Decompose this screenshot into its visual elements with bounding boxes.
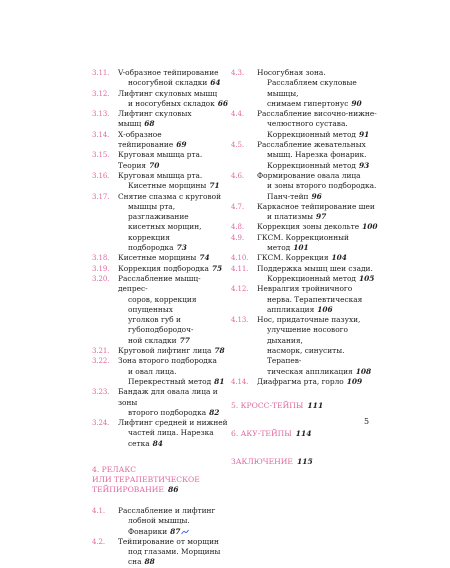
entry-title-line	[257, 233, 381, 243]
entry-title-text: уголков губ и губоподбородоч-	[128, 315, 194, 335]
toc-entry[interactable]	[231, 202, 381, 223]
entry-title-text: Панч-тейп	[267, 191, 309, 201]
section-title-text: 5. КРОСС-ТЕЙПЫ	[231, 401, 304, 411]
entry-number: 4.4.	[231, 110, 244, 119]
page-ref: 115	[296, 457, 313, 467]
page-ref: 87	[170, 526, 181, 536]
entry-number: 4.7.	[231, 202, 244, 211]
toc-entry[interactable]	[92, 387, 230, 418]
entry-title-text: Коррекционный метод	[267, 273, 356, 283]
entry-number: 3.23.	[92, 388, 110, 397]
entry-number: 4.8.	[231, 223, 244, 232]
entry-title-line	[257, 119, 381, 129]
entry-number: 4.2.	[92, 537, 105, 546]
page-ref: 86	[167, 484, 179, 494]
page-ref: 91	[358, 129, 370, 139]
entry-number: 3.20.	[92, 274, 110, 283]
entry-title-line	[257, 130, 381, 140]
toc-entry[interactable]	[92, 68, 230, 89]
page-ref: 101	[293, 243, 309, 253]
toc-entry[interactable]	[231, 233, 381, 254]
entry-number: 3.15.	[92, 151, 110, 160]
toc-entries-chapter3	[92, 68, 230, 449]
page-ref: 93	[358, 160, 370, 170]
entry-title-text: тическая аппликация	[267, 366, 353, 376]
entry-title-line	[257, 367, 381, 377]
entry-title-text: Зона второго подбородка	[118, 356, 217, 366]
toc-entry[interactable]	[92, 109, 230, 130]
entry-title-line	[118, 181, 230, 191]
entry-title-line	[257, 109, 381, 119]
toc-entries-chapter4-start	[92, 506, 230, 568]
page-ref: 105	[358, 273, 375, 283]
toc-entry[interactable]	[92, 356, 230, 387]
entry-title-line	[118, 408, 230, 418]
toc-entry[interactable]	[92, 418, 230, 449]
entry-title-text: насморк, синуситы. Терапев-	[267, 346, 345, 366]
entry-number: 4.14.	[231, 377, 249, 386]
page-ref: 96	[311, 191, 322, 201]
entry-title-text: ГКСМ. Коррекционный	[257, 232, 349, 242]
entry-title-text: Расслабление жевательных	[257, 140, 366, 150]
entry-number: 4.3.	[231, 69, 244, 77]
entry-title-line	[118, 130, 230, 151]
entry-title-line	[118, 192, 230, 202]
entry-title-line	[257, 305, 381, 315]
entry-title-text: соров, коррекция опущенных	[128, 294, 197, 314]
page-ref: 78	[214, 346, 225, 356]
entry-title-line	[118, 506, 230, 516]
entry-title-text: Расслабляем скуловые мышцы,	[267, 78, 357, 98]
entry-title-text: Невралгия тройничного	[257, 284, 353, 294]
entry-title-text: Носогубная зона.	[257, 68, 326, 77]
page-ref: 73	[176, 243, 187, 253]
entry-title-line	[257, 202, 381, 212]
entry-title-text: Нос, придаточные пазухи,	[257, 315, 361, 325]
entry-title-text: Расслабление височно-нижне-	[257, 109, 377, 119]
entry-title-line	[118, 109, 230, 130]
entry-title-line	[118, 547, 230, 568]
section-title-line	[231, 401, 381, 411]
entry-title-line	[118, 356, 230, 366]
section-title-line	[92, 485, 230, 495]
entry-number: 3.19.	[92, 264, 110, 273]
entry-title-text: снимаем гипертонус	[267, 98, 349, 108]
section-title-line	[231, 429, 381, 439]
pen-mark-icon	[181, 529, 189, 535]
entry-title-text: ной складки	[128, 335, 177, 345]
page-ref: 111	[307, 401, 324, 411]
entry-title-line	[257, 192, 381, 202]
entry-title-line	[118, 377, 230, 387]
entry-title-text: Коррекция подбородка	[118, 263, 209, 273]
entry-title-line	[257, 150, 381, 160]
page-ref: 69	[176, 140, 187, 150]
entry-title-line	[118, 428, 230, 449]
entry-title-text: метод	[267, 243, 291, 253]
entry-title-line	[118, 78, 230, 88]
toc-entries-chapter4	[231, 68, 381, 387]
entry-title-text: челюстного сустава.	[267, 119, 348, 129]
entry-title-text: коррекция подбородка	[128, 232, 174, 253]
page-ref: 100	[362, 222, 378, 232]
page-ref: 97	[315, 212, 327, 222]
toc-left-column	[92, 68, 230, 568]
entry-title-line	[257, 377, 381, 387]
entry-title-line	[118, 202, 230, 223]
entry-number: 4.11.	[231, 264, 249, 273]
toc-conclusion[interactable]	[231, 457, 381, 467]
entry-title-text: Тейпирование от морщин	[118, 536, 219, 546]
page-ref: 66	[217, 98, 229, 108]
entry-title-text: и платизмы	[267, 212, 313, 222]
entry-title-line	[257, 346, 381, 367]
toc-entry[interactable]	[92, 346, 230, 356]
toc-entry[interactable]	[92, 506, 230, 537]
entry-title-text: Поддержка мышц шеи сзади.	[257, 263, 373, 273]
entry-title-line	[118, 336, 230, 346]
entry-title-text: частей лица. Нарезка сетка	[128, 428, 214, 448]
entry-title-text: Диафрагма рта, горло	[257, 376, 344, 386]
entry-title-text: ГКСМ. Коррекция	[257, 253, 329, 263]
entry-title-text: V-образное тейпирование	[118, 68, 219, 77]
entry-title-text: Лифтинг средней и нижней	[118, 418, 228, 428]
toc-section-4[interactable]	[92, 465, 230, 495]
entry-title-line	[118, 253, 230, 263]
toc-right-column	[231, 68, 381, 467]
page-ref: 114	[295, 429, 312, 439]
entry-title-text: носогубной складки	[128, 78, 208, 88]
entry-title-line	[118, 387, 230, 408]
toc-entry[interactable]	[92, 171, 230, 192]
entry-title-text: Расслабление мышц-депрес-	[118, 273, 201, 294]
entry-title-text: Перекрестный метод	[128, 376, 212, 386]
toc-entry[interactable]	[92, 130, 230, 151]
entry-title-text: и овал лица.	[128, 366, 177, 376]
section-title-line: ИЛИ ТЕРАПЕВТИЧЕСКОЕ	[92, 474, 200, 484]
entry-title-line	[257, 264, 381, 274]
entry-title-text: Х-образное тейпирование	[118, 129, 174, 150]
toc-entry[interactable]	[92, 89, 230, 110]
entry-title-text: аппликация	[267, 304, 315, 314]
entry-title-text: Расслабление и лифтинг	[118, 505, 216, 515]
toc-entry[interactable]	[92, 192, 230, 254]
entry-title-line	[118, 99, 230, 109]
page-ref: 90	[351, 98, 362, 108]
page-ref: 88	[144, 557, 155, 567]
entry-title-line	[257, 99, 381, 109]
entry-number: 4.5.	[231, 141, 244, 150]
toc-entry[interactable]	[92, 274, 230, 346]
entry-title-text: Круговая мышца рта.	[118, 170, 203, 180]
entry-title-line	[257, 222, 381, 232]
entry-title-line	[118, 537, 230, 547]
entry-title-text: Снятие спазма с круговой	[118, 191, 222, 201]
section-title-text: ТЕЙПИРОВАНИЕ	[92, 484, 164, 494]
entry-title-line	[118, 516, 230, 537]
section-title-line: 4. РЕЛАКС	[92, 464, 137, 474]
page-ref: 71	[209, 181, 220, 191]
entry-title-text: лобной мышцы. Фонарики	[128, 516, 190, 536]
entry-number: 3.17.	[92, 192, 110, 201]
toc-entry[interactable]	[231, 264, 381, 285]
section-title-text: 6. АКУ-ТЕЙПЫ	[231, 429, 292, 439]
section-title-line	[231, 457, 381, 467]
entry-title-line	[257, 274, 381, 284]
toc-entry[interactable]	[231, 109, 381, 140]
toc-entry[interactable]	[92, 537, 230, 568]
entry-title-text: Лифтинг скуловых мышц	[118, 109, 192, 129]
entry-title-text: улучшение носового дыхания,	[267, 325, 348, 345]
toc-entry[interactable]	[92, 150, 230, 171]
entry-title-text: и носогубных складок	[128, 98, 215, 108]
entry-title-line	[257, 253, 381, 263]
entry-title-line	[257, 212, 381, 222]
page-ref: 74	[199, 253, 210, 263]
toc-entry[interactable]	[92, 264, 230, 274]
page-ref: 68	[144, 119, 155, 129]
entry-title-text: Коррекция зоны декольте	[257, 222, 360, 232]
toc-entry[interactable]	[231, 140, 381, 171]
entry-title-line	[257, 181, 381, 191]
toc-section-6[interactable]	[231, 429, 381, 439]
entry-title-line	[118, 150, 230, 171]
entry-title-text: Коррекционный метод	[267, 160, 356, 170]
entry-number: 3.14.	[92, 130, 110, 139]
entry-title-text: Лифтинг скуловых мышц	[118, 88, 218, 98]
entry-title-line	[257, 171, 381, 181]
entry-title-line	[257, 140, 381, 150]
entry-title-text: и зоны второго подбородка.	[267, 181, 377, 191]
entry-title-line	[257, 295, 381, 305]
entry-title-line	[257, 315, 381, 325]
entry-number: 3.12.	[92, 89, 110, 98]
entry-title-line	[118, 89, 230, 99]
entry-title-line	[257, 68, 381, 78]
entry-title-line	[118, 222, 230, 232]
entry-title-line	[257, 161, 381, 171]
entry-title-line	[257, 284, 381, 294]
entry-title-text: второго подбородка	[128, 407, 207, 417]
entry-title-line	[118, 418, 230, 428]
entry-number: 3.22.	[92, 357, 110, 366]
entry-title-line	[257, 325, 381, 346]
entry-title-text: Формирование овала лица	[257, 170, 361, 180]
entry-title-line	[257, 78, 381, 99]
entry-number: 3.24.	[92, 419, 110, 428]
entry-title-line	[118, 171, 230, 181]
page-ref: 104	[331, 253, 347, 263]
entry-number: 3.11.	[92, 69, 110, 77]
entry-title-text: Круговой лифтинг лица	[118, 346, 212, 356]
page-ref: 64	[210, 78, 221, 88]
entry-title-text: мышц. Нарезка фонарик.	[267, 150, 367, 160]
entry-title-text: мышцы рта, разглаживание	[128, 201, 189, 222]
page-ref: 77	[179, 335, 190, 345]
page-ref: 70	[149, 160, 160, 170]
page-number: 5	[364, 417, 370, 426]
entry-title-text: Коррекционный метод	[267, 129, 356, 139]
entry-number: 4.13.	[231, 316, 249, 325]
entry-number: 3.21.	[92, 347, 110, 356]
entry-title-line	[118, 274, 230, 295]
entry-title-text: Бандаж для овала лица и зоны	[118, 387, 218, 407]
entry-title-text: Круговая мышца рта. Теория	[118, 150, 203, 170]
toc-entry[interactable]	[231, 284, 381, 315]
entry-title-text: кисетных морщин,	[128, 222, 202, 232]
entry-title-line	[118, 315, 230, 336]
entry-title-text: нерва. Терапевтическая	[267, 294, 363, 304]
entry-number: 4.1.	[92, 506, 105, 515]
entry-title-line	[118, 68, 230, 78]
toc-entry[interactable]	[231, 253, 381, 263]
entry-number: 4.6.	[231, 171, 244, 180]
entry-title-line	[257, 243, 381, 253]
entry-number: 3.18.	[92, 254, 110, 263]
entry-number: 3.13.	[92, 110, 110, 119]
page-ref: 75	[211, 263, 223, 273]
entry-title-text: Кисетные морщины	[118, 253, 197, 263]
toc-entry[interactable]	[231, 222, 381, 232]
entry-number: 3.16.	[92, 171, 110, 180]
entry-number: 4.12.	[231, 285, 249, 294]
entry-title-text: Каркасное тейпирование шеи	[257, 201, 375, 211]
entry-title-line	[118, 295, 230, 316]
toc-entry[interactable]	[231, 171, 381, 202]
toc-entry[interactable]	[231, 315, 381, 377]
page-ref: 108	[355, 366, 372, 376]
entry-title-line	[118, 233, 230, 254]
entry-title-line	[118, 367, 230, 377]
toc-section-5[interactable]	[231, 401, 381, 411]
page-ref: 81	[214, 376, 225, 386]
entry-title-text: под глазами. Морщины сна	[128, 547, 221, 567]
toc-entry[interactable]	[231, 68, 381, 109]
page-ref: 82	[209, 407, 220, 417]
entry-number: 4.9.	[231, 233, 244, 242]
section-title-text: ЗАКЛЮЧЕНИЕ	[231, 457, 293, 467]
page-ref: 106	[317, 304, 333, 314]
page-ref: 109	[346, 376, 363, 386]
toc-entry[interactable]	[92, 253, 230, 263]
entry-title-line	[118, 346, 230, 356]
page-ref: 84	[152, 438, 163, 448]
toc-entry[interactable]	[231, 377, 381, 387]
entry-number: 4.10.	[231, 254, 249, 263]
entry-title-text: Кисетные морщины	[128, 181, 207, 191]
entry-title-line	[118, 264, 230, 274]
